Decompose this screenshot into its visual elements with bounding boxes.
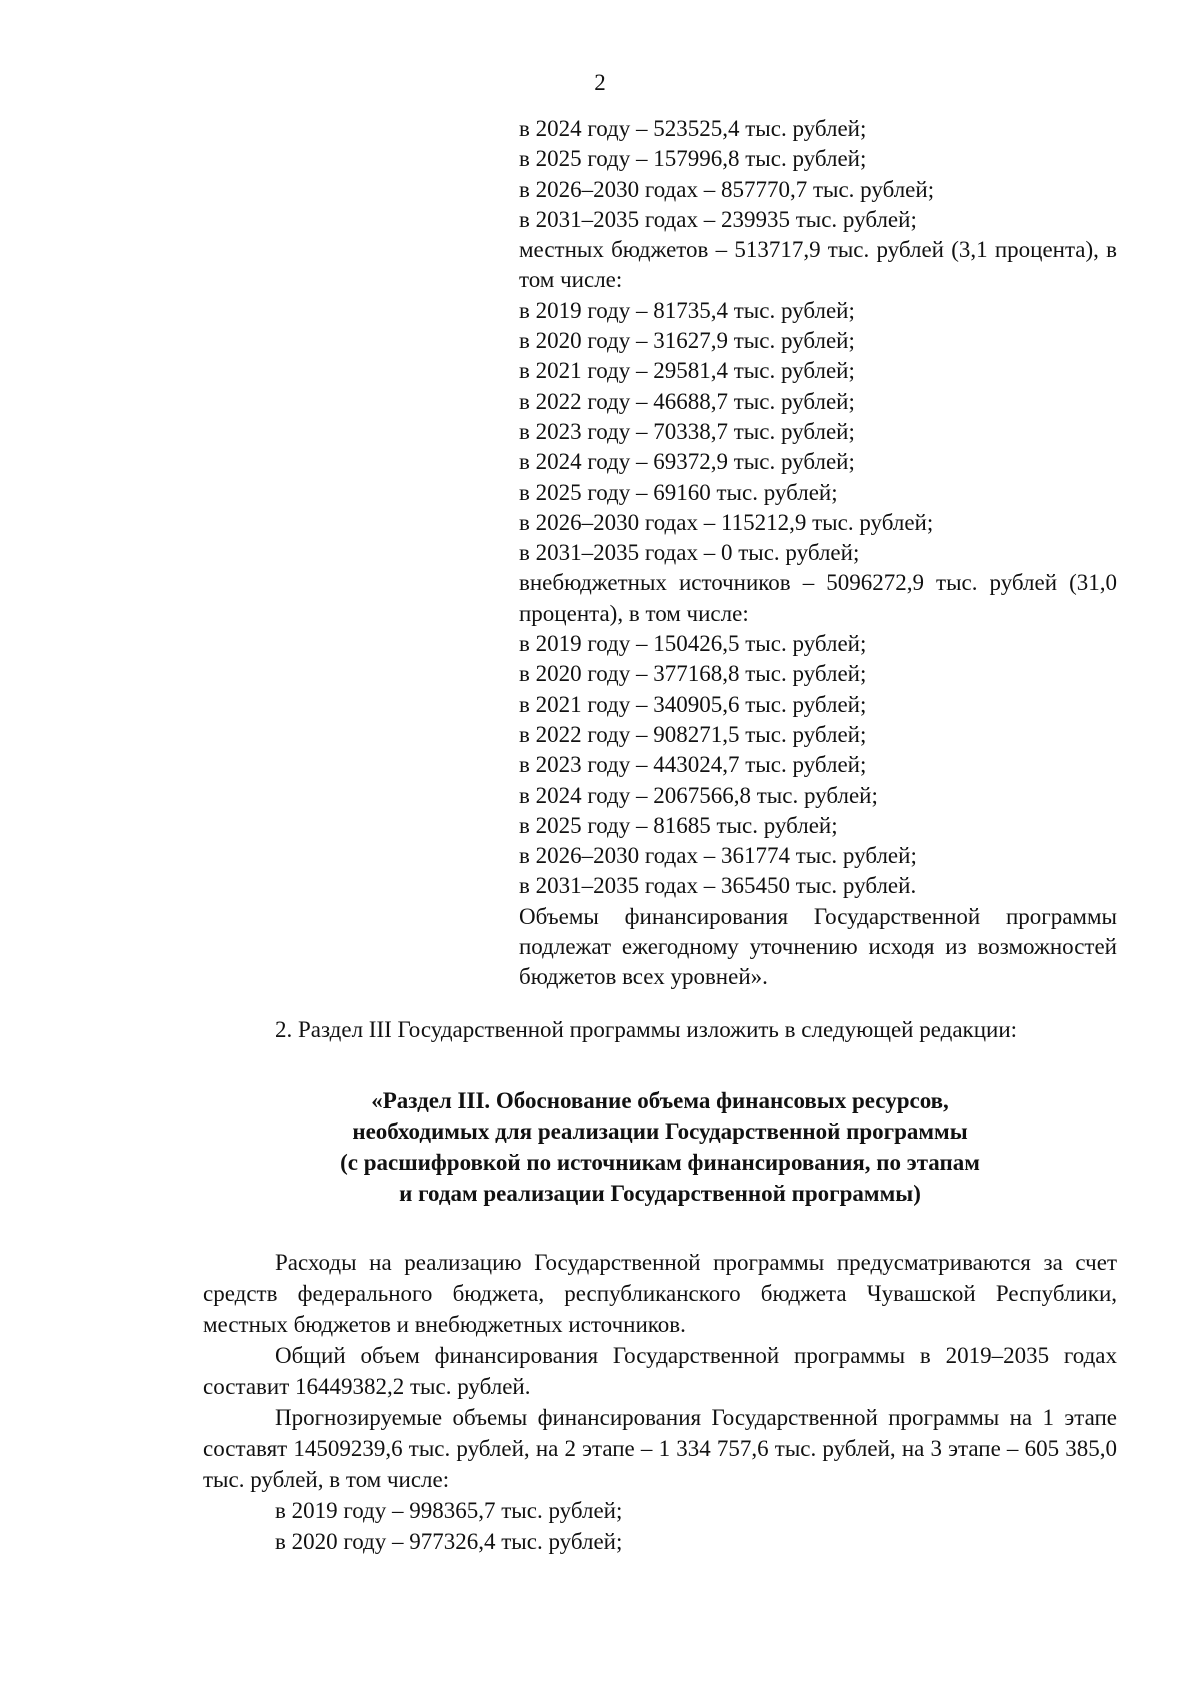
year-line: в 2019 году – 998365,7 тыс. рублей; — [275, 1498, 623, 1523]
amendment-item-2: 2. Раздел III Государственной программы изложить в следующей редакции: — [275, 1017, 1018, 1042]
funding-year-line: в 2022 году – 46688,7 тыс. рублей; — [519, 388, 855, 414]
funding-paragraph: местных бюджетов – 513717,9 тыс. рублей (3,1 процента), в том числе: — [519, 237, 1117, 293]
section-heading-line: необходимых для реализации Государственной программы — [352, 1119, 968, 1144]
funding-year-line: в 2031–2035 годах – 239935 тыс. рублей; — [519, 206, 917, 232]
funding-year-line: в 2020 году – 31627,9 тыс. рублей; — [519, 328, 855, 354]
page-number: 2 — [594, 70, 606, 95]
funding-year-line: в 2019 году – 81735,4 тыс. рублей; — [519, 297, 855, 323]
funding-paragraph: Объемы финансирования Государственной программы подлежат ежегодному уточнению исходя из возможностей бюджетов всех уровней». — [519, 903, 1117, 990]
funding-year-line: в 2025 году – 69160 тыс. рублей; — [519, 479, 838, 505]
funding-year-line: в 2024 году – 523525,4 тыс. рублей; — [519, 116, 867, 141]
funding-year-line: в 2025 году – 81685 тыс. рублей; — [519, 812, 838, 838]
paragraph-total-volume: Общий объем финансирования Государственной программы в 2019–2035 годах составит 16449382,2 тыс. рублей. — [203, 1343, 1117, 1399]
funding-year-line: в 2021 году – 29581,4 тыс. рублей; — [519, 358, 855, 384]
year-line: в 2020 году – 977326,4 тыс. рублей; — [275, 1529, 623, 1554]
funding-year-line: в 2026–2030 годах – 115212,9 тыс. рублей; — [519, 509, 934, 535]
paragraph-expenses: Расходы на реализацию Государственной программы предусматриваются за счет средств федерального бюджета, республиканского бюджета Чувашской Республики, местных бюджетов и внебюджетных источников. — [203, 1250, 1117, 1337]
section-heading-line: «Раздел III. Обоснование объема финансовых ресурсов, — [371, 1088, 949, 1113]
funding-continuation-column — [519, 114, 1117, 993]
funding-year-line: в 2019 году – 150426,5 тыс. рублей; — [519, 631, 867, 657]
funding-year-line: в 2022 году – 908271,5 тыс. рублей; — [519, 721, 867, 747]
funding-year-line: в 2031–2035 годах – 365450 тыс. рублей. — [519, 873, 917, 899]
section-heading-line: (с расшифровкой по источникам финансирования, по этапам — [340, 1150, 980, 1175]
funding-year-line: в 2024 году – 69372,9 тыс. рублей; — [519, 449, 855, 475]
funding-year-line: в 2025 году – 157996,8 тыс. рублей; — [519, 146, 867, 172]
paragraph-stage-volumes: Прогнозируемые объемы финансирования Государственной программы на 1 этапе составят 14509239,6 тыс. рублей, на 2 этапе – 1 334 757,6 тыс. рублей, на 3 этапе – 605 385,0 тыс. рублей, в том числе: — [203, 1405, 1117, 1492]
section-heading — [203, 1085, 1117, 1209]
funding-year-line: в 2024 году – 2067566,8 тыс. рублей; — [519, 782, 878, 808]
funding-year-line: в 2023 году – 70338,7 тыс. рублей; — [519, 418, 855, 444]
main-text — [203, 1014, 1117, 1557]
funding-year-line: в 2031–2035 годах – 0 тыс. рублей; — [519, 540, 860, 566]
funding-year-line: в 2021 году – 340905,6 тыс. рублей; — [519, 691, 867, 717]
funding-year-line: в 2026–2030 годах – 857770,7 тыс. рублей; — [519, 176, 935, 202]
funding-year-line: в 2026–2030 годах – 361774 тыс. рублей; — [519, 843, 917, 869]
section-heading-line: и годам реализации Государственной программы) — [399, 1181, 921, 1206]
funding-year-line: в 2020 году – 377168,8 тыс. рублей; — [519, 661, 867, 687]
funding-year-line: в 2023 году – 443024,7 тыс. рублей; — [519, 752, 867, 778]
funding-paragraph: внебюджетных источников – 5096272,9 тыс. рублей (31,0 процента), в том числе: — [519, 570, 1117, 626]
